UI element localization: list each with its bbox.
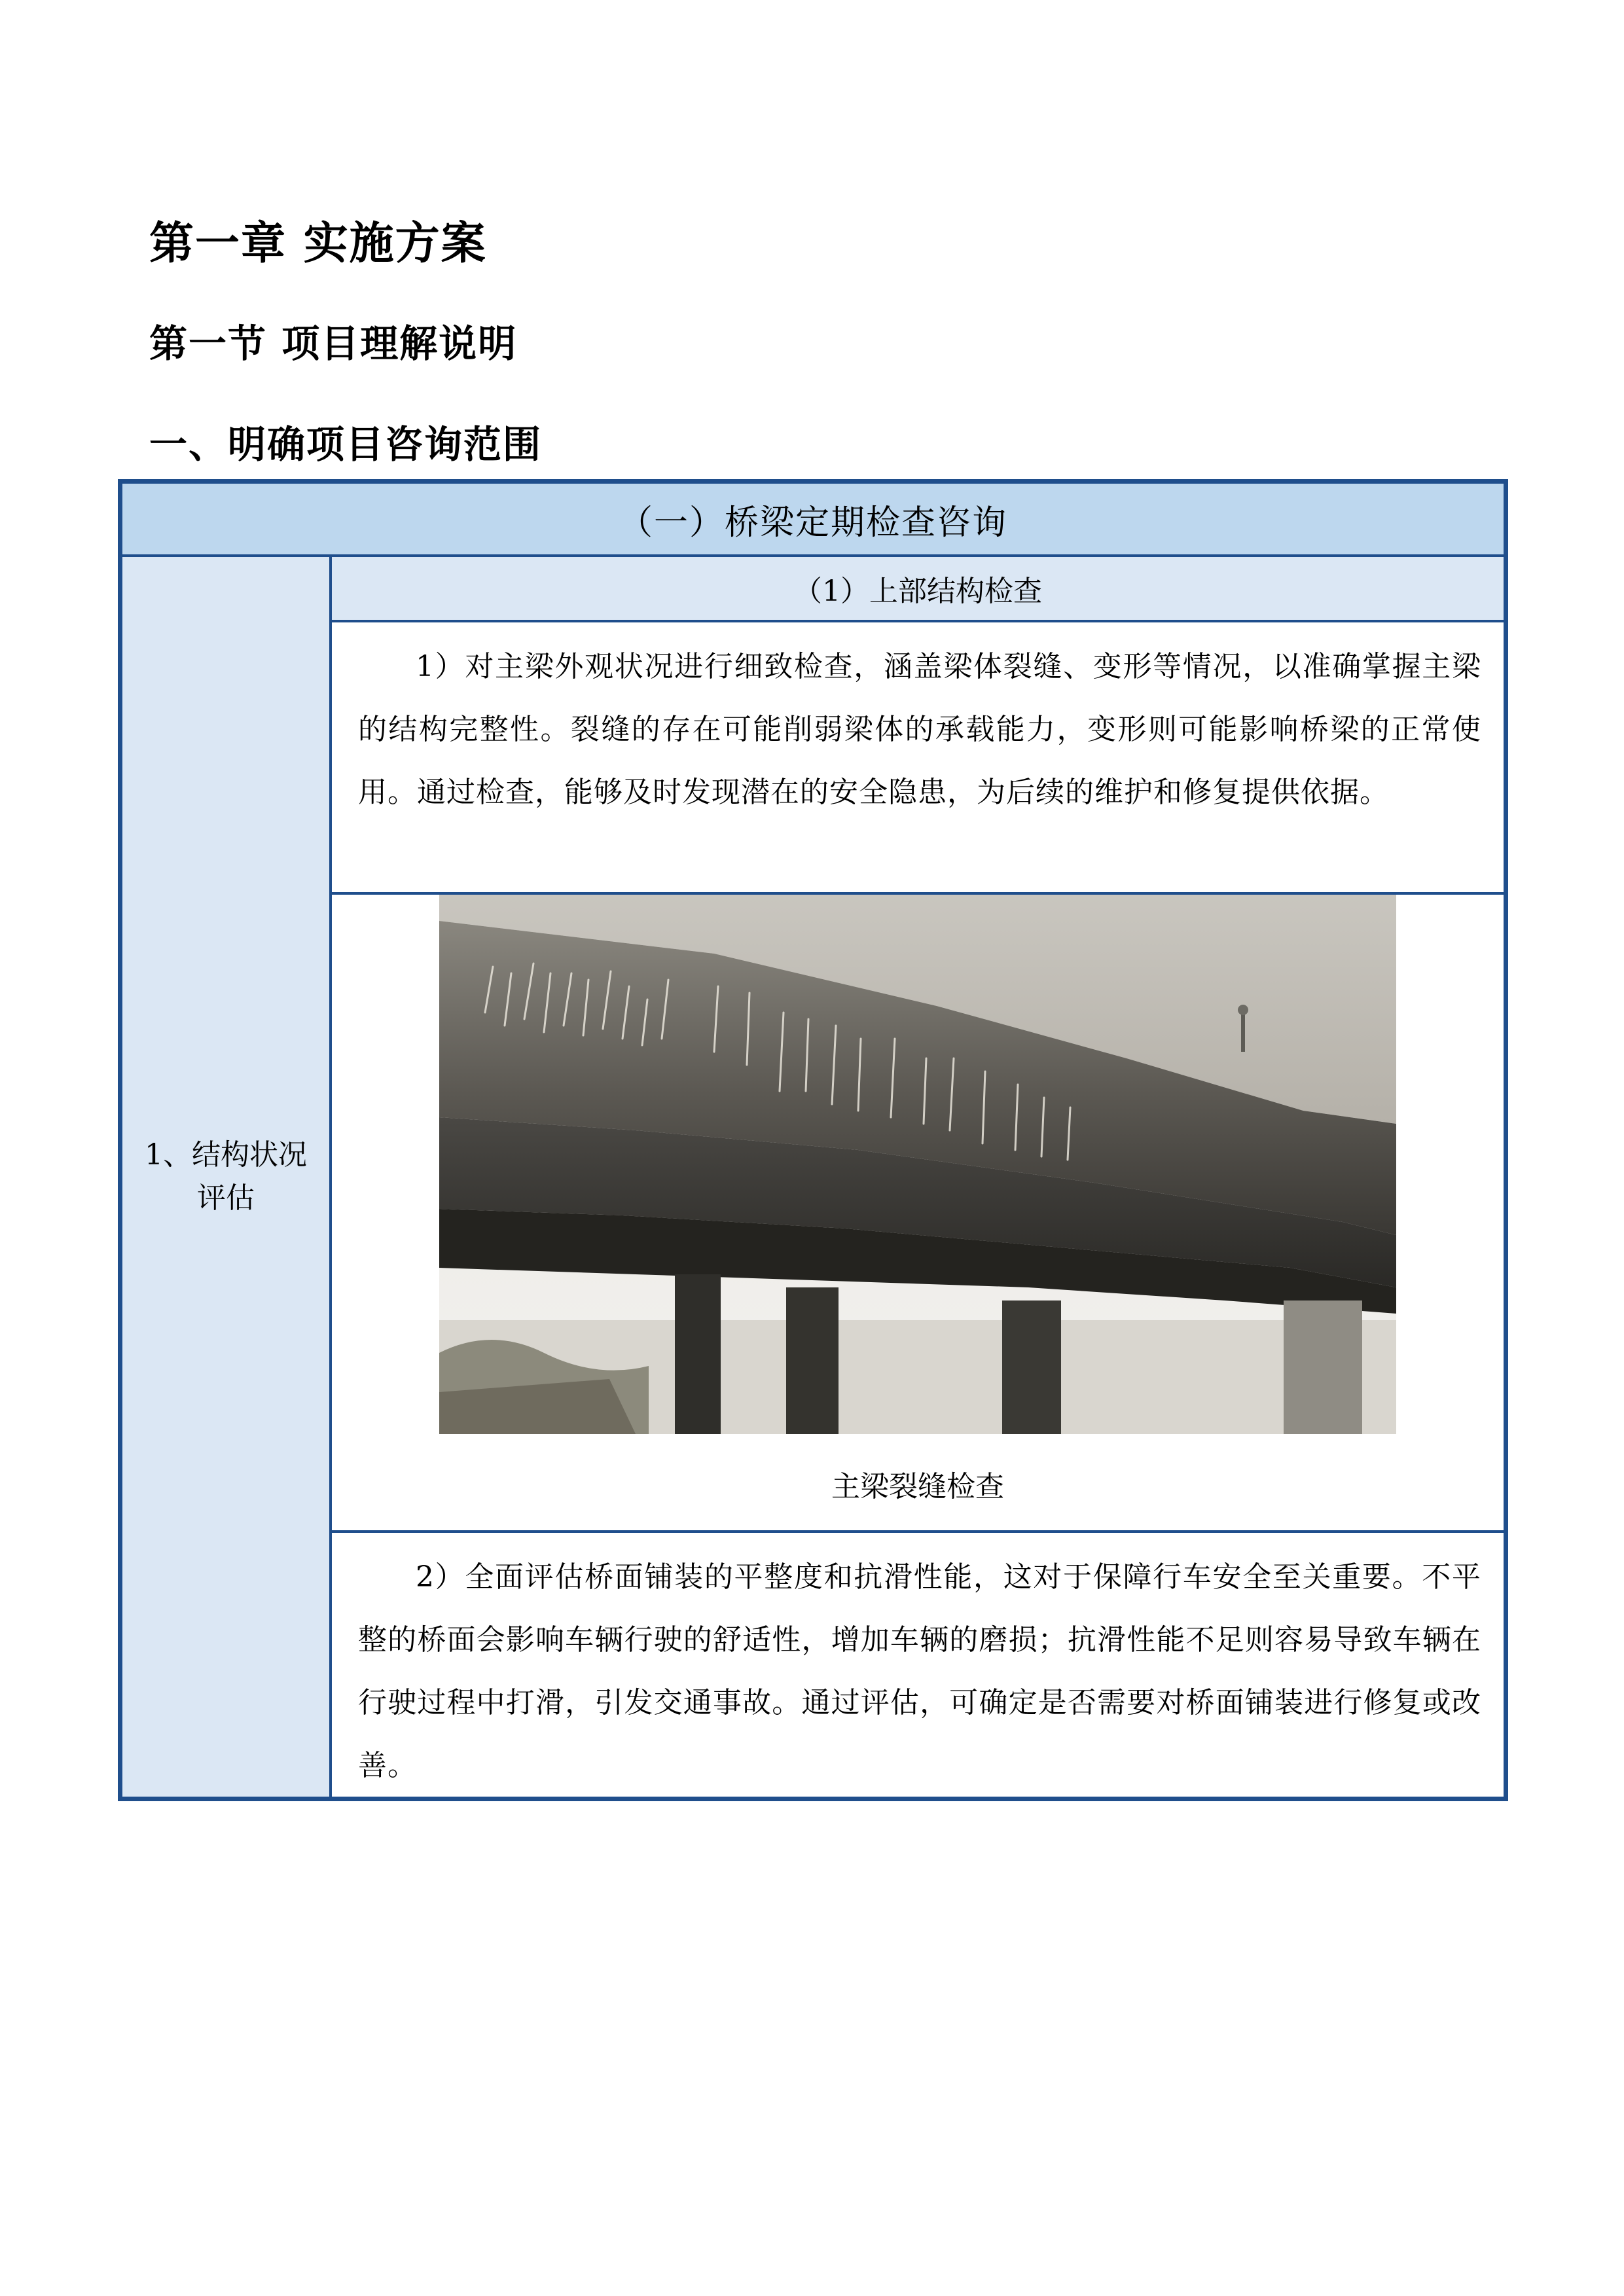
section-heading: 第一节 项目理解说明 [149,321,518,366]
paragraph-cell-2 [332,1533,1504,1797]
category-label: 1、结构状况评估 [122,557,332,1797]
chapter-heading: 第一章 实施方案 [149,218,487,270]
scope-table [118,479,1508,1801]
image-caption: 主梁裂缝检查 [831,1470,1004,1503]
subsection-heading: 一、明确项目咨询范围 [149,422,543,467]
subsection-header: （1）上部结构检查 [332,557,1504,622]
table-title: （一）桥梁定期检查咨询 [122,484,1504,557]
bridge-girder-photo [439,895,1396,1434]
paragraph-1: 1）对主梁外观状况进行细致检查，涵盖梁体裂缝、变形等情况，以准确掌握主梁的结构完整性。裂缝的存在可能削弱梁体的承载能力，变形则可能影响桥梁的正常使用。通过检查，能够及时发现潜在的安全隐患，为后续的维护和修复提供依据。 [358,650,1481,809]
paragraph-cell-1 [332,622,1504,895]
image-cell [332,895,1504,1533]
paragraph-2: 2）全面评估桥面铺装的平整度和抗滑性能，这对于保障行车安全至关重要。不平整的桥面会影响车辆行驶的舒适性，增加车辆的磨损；抗滑性能不足则容易导致车辆在行驶过程中打滑，引发交通事故。通过评估，可确定是否需要对桥面铺装进行修复或改善。 [358,1560,1481,1782]
